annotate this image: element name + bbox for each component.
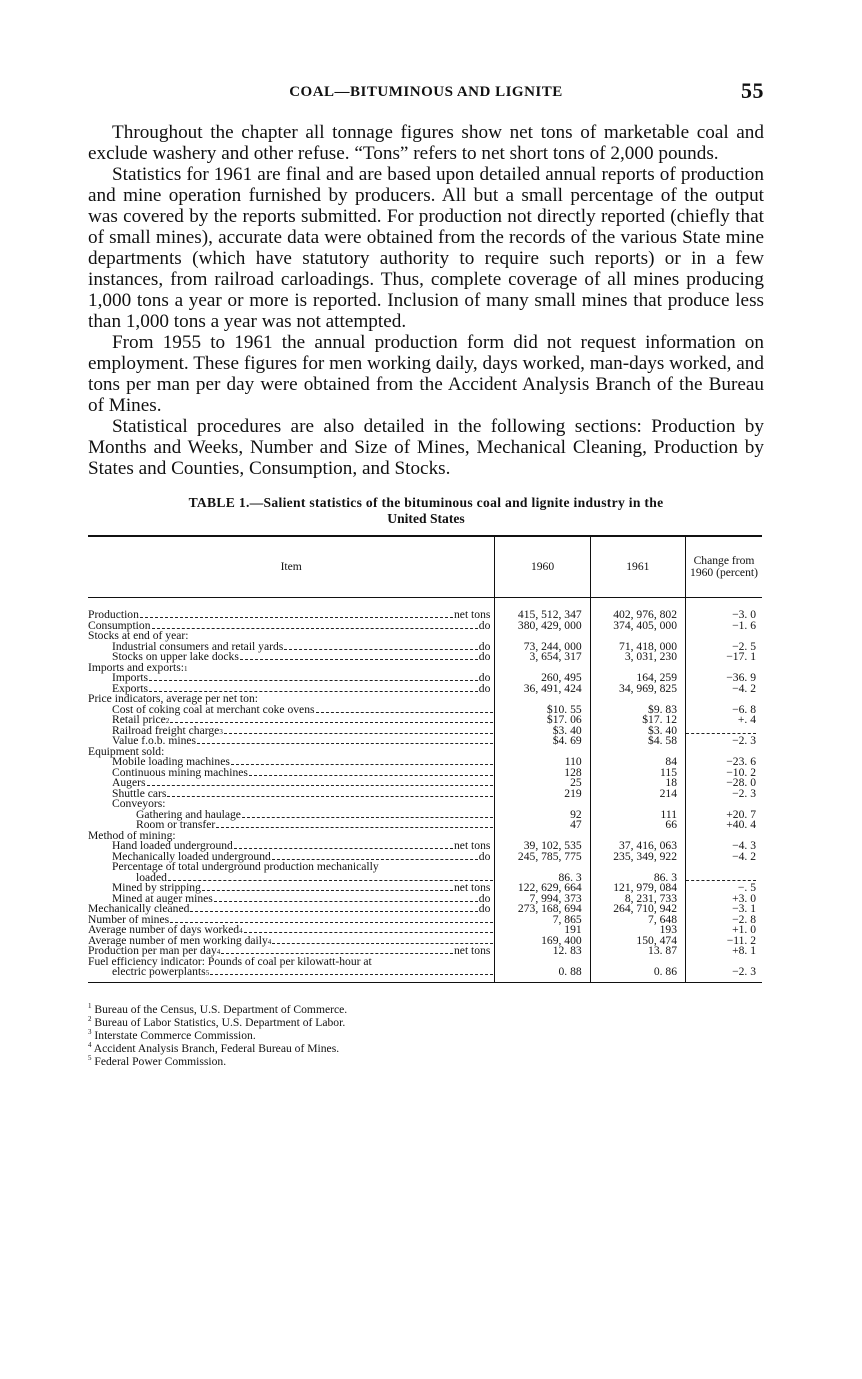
table-header-row xyxy=(88,536,762,598)
value-1960: 7, 865 xyxy=(495,915,590,926)
value-1961: 150, 474 xyxy=(590,936,685,947)
row-unit: do xyxy=(478,650,491,663)
footnote-number: 4 xyxy=(88,1040,92,1049)
footnote-text: Federal Power Commission. xyxy=(94,1054,227,1068)
value-1961: $17. 12 xyxy=(590,715,685,726)
value-1961: $3. 40 xyxy=(590,726,685,737)
row-label: Gathering and haulage xyxy=(136,807,241,821)
value-1960: 12. 83 xyxy=(495,946,590,957)
value-1960: 415, 512, 347 xyxy=(495,610,590,621)
row-item: Retail price 2 xyxy=(88,715,495,726)
header-1960: 1960 xyxy=(495,536,590,598)
row-label: Room or transfer xyxy=(136,818,216,831)
paragraph: From 1955 to 1961 the annual production form did not request information on employment. These figures for men working daily, days worked, man-days worked, and tons per man per day were obtained from the Accident Analysis Branch of the Bureau of Mines. xyxy=(88,332,764,416)
value-1960: 245, 785, 775 xyxy=(495,852,590,863)
value-1960: 86. 3 xyxy=(495,873,590,884)
value-change: −. 5 xyxy=(686,883,763,894)
value-1961: 7, 648 xyxy=(590,915,685,926)
row-label: Average number of days worked xyxy=(88,923,240,936)
row-label: Stocks at end of year: xyxy=(88,629,189,642)
row-label: Mechanically loaded underground xyxy=(112,849,271,863)
value-change: −6. 8 xyxy=(686,705,763,716)
paragraph: Statistics for 1961 are final and are based upon detailed annual reports of production and mine operation furnished by producers. All but a small percentage of the output was covered by the reports submitted. For production not directly reported (chiefly that of small mines), accurate data were obtained from the records of the various State mine departments (which have statutory authority to require such reports) or in a few instances, from railroad carloadings. Thus, complete coverage of all mines producing 1,000 tons a year or more is reported. Inclusion of many small mines that produce less than 1,000 tons a year was not attempted. xyxy=(88,164,764,332)
dot-leader xyxy=(149,680,478,681)
value-change: −36. 9 xyxy=(686,673,763,684)
paragraph: Statistical procedures are also detailed in the following sections: Production by Months and Weeks, Number and Size of Mines, Mechanical Cleaning, Production by States and Counties, Consumption, and Stocks. xyxy=(88,416,764,479)
footnote-text: Accident Analysis Branch, Federal Bureau of Mines. xyxy=(93,1041,340,1055)
row-label: Consumption xyxy=(88,618,151,632)
dot-leader xyxy=(234,848,453,849)
row-label: Mobile loading machines xyxy=(112,755,230,768)
value-1961: 8, 231, 733 xyxy=(590,894,685,905)
row-label: Percentage of total underground production mechanically xyxy=(112,860,379,873)
header-1961: 1961 xyxy=(590,536,685,598)
dot-leader xyxy=(244,932,494,933)
value-1961: $4. 58 xyxy=(590,736,685,747)
page-number: 55 xyxy=(741,78,764,103)
footnote-number: 1 xyxy=(88,1001,92,1010)
footnote-number: 5 xyxy=(88,1053,92,1062)
footnote-number: 2 xyxy=(88,1014,92,1023)
value-1960: $3. 40 xyxy=(495,726,590,737)
row-label: Industrial consumers and retail yards xyxy=(112,639,284,653)
row-item: Average number of days worked 4 xyxy=(88,925,495,936)
header-change: Change from 1960 (percent) xyxy=(686,536,763,598)
value-1961: 3, 031, 230 xyxy=(590,652,685,663)
value-1960: 47 xyxy=(495,820,590,831)
row-label: loaded xyxy=(136,870,167,884)
value-1960: 169, 400 xyxy=(495,936,590,947)
row-unit: net tons xyxy=(454,881,491,894)
value-1961: 402, 976, 802 xyxy=(590,610,685,621)
value-1960: 128 xyxy=(495,768,590,779)
table-caption-line2: United States xyxy=(387,511,465,526)
value-change: −2. 8 xyxy=(686,915,763,926)
dot-leader xyxy=(240,659,478,660)
row-item: electric powerplants 5 xyxy=(88,967,495,982)
body-text xyxy=(88,122,764,479)
value-1961: 84 xyxy=(590,757,685,768)
row-unit: do xyxy=(478,671,491,684)
footnote xyxy=(88,1003,764,1016)
dot-leader xyxy=(316,712,494,713)
row-item: Average number of men working daily 4 xyxy=(88,936,495,947)
value-change: +40. 4 xyxy=(686,820,763,831)
footnote xyxy=(88,1042,764,1055)
value-change: +1. 0 xyxy=(686,925,763,936)
value-1960: 92 xyxy=(495,810,590,821)
value-1960: 25 xyxy=(495,778,590,789)
dot-leader xyxy=(216,827,493,828)
value-change: +. 4 xyxy=(686,715,763,726)
footnote xyxy=(88,1029,764,1042)
row-item: Production per man per day 4 net tons xyxy=(88,946,495,957)
row-label: Hand loaded underground xyxy=(112,839,233,852)
row-unit: do xyxy=(478,849,491,863)
value-1961: 121, 979, 084 xyxy=(590,883,685,894)
row-label: Imports xyxy=(112,671,149,684)
table-row xyxy=(88,621,762,632)
dot-leader xyxy=(214,901,478,902)
value-change: −1. 6 xyxy=(686,621,763,632)
row-label: Cost of coking coal at merchant coke ovens xyxy=(112,702,315,716)
value-change: −3. 0 xyxy=(686,610,763,621)
value-change: −11. 2 xyxy=(686,936,763,947)
row-label: Price indicators, average per net ton: xyxy=(88,692,258,705)
table-body xyxy=(88,598,762,983)
value-change: −2. 3 xyxy=(686,736,763,747)
value-1961: 264, 710, 942 xyxy=(590,904,685,915)
row-item: Imports and exports: 1 xyxy=(88,660,188,674)
table-caption-line1: TABLE 1.—Salient statistics of the bituminous coal and lignite industry in the xyxy=(188,495,664,510)
value-1960: 122, 629, 664 xyxy=(495,883,590,894)
value-1961: 164, 259 xyxy=(590,673,685,684)
value-1961: 193 xyxy=(590,925,685,936)
table-caption xyxy=(88,495,764,527)
dot-leader xyxy=(284,649,478,650)
value-change: +8. 1 xyxy=(686,946,763,957)
row-unit: net tons xyxy=(454,944,491,957)
footnote-number: 3 xyxy=(88,1027,92,1036)
value-change: −3. 1 xyxy=(686,904,763,915)
row-item xyxy=(88,765,495,779)
dot-leader xyxy=(147,785,494,786)
value-1961: 235, 349, 922 xyxy=(590,852,685,863)
value-1961: 374, 405, 000 xyxy=(590,621,685,632)
row-unit: do xyxy=(478,639,491,653)
value-1960: 73, 244, 000 xyxy=(495,642,590,653)
value-1960: 260, 495 xyxy=(495,673,590,684)
row-item: Railroad freight charge 3 xyxy=(88,726,495,737)
value-1960: 3, 654, 317 xyxy=(495,652,590,663)
value-change xyxy=(686,862,763,873)
footnotes xyxy=(88,1003,764,1068)
row-label: Production xyxy=(88,608,139,621)
value-change: +20. 7 xyxy=(686,810,763,821)
row-unit: net tons xyxy=(454,608,491,621)
row-item xyxy=(88,673,495,684)
value-1960: $4. 69 xyxy=(495,736,590,747)
footnote-text: Interstate Commerce Commission. xyxy=(94,1028,256,1042)
row-label: Number of mines xyxy=(88,912,170,926)
table-row xyxy=(88,652,762,663)
value-1960: 39, 102, 535 xyxy=(495,841,590,852)
table-row xyxy=(88,736,762,747)
row-label: Stocks on upper lake docks xyxy=(112,650,239,663)
row-label: Shuttle cars xyxy=(112,786,167,800)
dot-leader xyxy=(197,743,493,744)
table-row xyxy=(88,789,762,800)
footnote xyxy=(88,1016,764,1029)
dot-leader xyxy=(190,911,477,912)
row-label: Imports and exports: xyxy=(88,660,184,674)
row-label: Augers xyxy=(112,776,146,789)
dot-leader xyxy=(170,722,493,723)
value-1961: 214 xyxy=(590,789,685,800)
value-1960: 0. 88 xyxy=(495,967,590,982)
paragraph: Throughout the chapter all tonnage figures show net tons of marketable coal and exclude washery and other refuse. “Tons” refers to net short tons of 2,000 pounds. xyxy=(88,122,764,164)
running-title: COAL—BITUMINOUS AND LIGNITE xyxy=(289,84,563,100)
row-label: Fuel efficiency indicator: Pounds of coal per kilowatt-hour at xyxy=(88,954,372,968)
value-1960: 110 xyxy=(495,757,590,768)
dot-leader xyxy=(202,890,453,891)
row-label: Equipment sold: xyxy=(88,744,165,758)
row-label: Average number of men working daily xyxy=(88,933,268,947)
row-label: Railroad freight charge xyxy=(112,723,220,737)
dot-leader xyxy=(168,880,493,881)
row-label: electric powerplants xyxy=(112,965,206,978)
table-row xyxy=(88,820,762,831)
row-unit: net tons xyxy=(454,839,491,852)
value-1960: $10. 55 xyxy=(495,705,590,716)
document-page xyxy=(88,80,764,1068)
dot-leader xyxy=(249,775,493,776)
value-1961: 66 xyxy=(590,820,685,831)
row-label: Retail price xyxy=(112,713,166,726)
value-change: −4. 2 xyxy=(686,852,763,863)
value-change: −4. 3 xyxy=(686,841,763,852)
row-unit: do xyxy=(478,891,491,905)
value-change: −2. 3 xyxy=(686,967,763,982)
row-label: Value f.o.b. mines xyxy=(112,734,197,747)
dot-leader xyxy=(167,796,493,797)
footnote xyxy=(88,1055,764,1068)
value-change: −10. 2 xyxy=(686,768,763,779)
dot-leader xyxy=(152,628,478,629)
value-1961: 34, 969, 825 xyxy=(590,684,685,695)
value-change: −28. 0 xyxy=(686,778,763,789)
value-1961: 0. 86 xyxy=(590,967,685,982)
row-label: Conveyors: xyxy=(112,797,166,810)
dot-leader xyxy=(231,764,494,765)
header-item: Item xyxy=(88,536,495,598)
dot-leader xyxy=(210,974,493,975)
table-row xyxy=(88,967,762,982)
value-1961: 13. 87 xyxy=(590,946,685,957)
value-1960: 219 xyxy=(495,789,590,800)
value-1961: 37, 416, 063 xyxy=(590,841,685,852)
value-1961: 111 xyxy=(590,810,685,821)
row-label: Mined by stripping xyxy=(112,881,201,894)
salient-statistics-table xyxy=(88,535,762,983)
value-1960: 191 xyxy=(495,925,590,936)
value-1961: $9. 83 xyxy=(590,705,685,716)
row-label: Continuous mining machines xyxy=(112,765,248,779)
row-unit: do xyxy=(478,681,491,695)
value-1960: 380, 429, 000 xyxy=(495,621,590,632)
value-1960: 273, 168, 694 xyxy=(495,904,590,915)
row-label: Production per man per day xyxy=(88,944,217,957)
footnote-text: Bureau of Labor Statistics, U.S. Department of Labor. xyxy=(94,1015,346,1029)
value-1961: 86. 3 xyxy=(590,873,685,884)
footnote-text: Bureau of the Census, U.S. Department of Commerce. xyxy=(94,1002,348,1016)
dot-leader xyxy=(224,733,494,734)
value-1961: 115 xyxy=(590,768,685,779)
value-change: −4. 2 xyxy=(686,684,763,695)
row-unit: do xyxy=(478,902,491,915)
table-row xyxy=(88,768,762,779)
value-change: −2. 5 xyxy=(686,642,763,653)
row-label: Mechanically cleaned xyxy=(88,902,190,915)
value-change: +3. 0 xyxy=(686,894,763,905)
value-1960: 36, 491, 424 xyxy=(495,684,590,695)
value-1960: 7, 994, 373 xyxy=(495,894,590,905)
row-unit: do xyxy=(478,618,491,632)
value-change: −2. 3 xyxy=(686,789,763,800)
row-label: Exports xyxy=(112,681,149,695)
value-change: −23. 6 xyxy=(686,757,763,768)
dot-leader xyxy=(221,953,453,954)
running-head xyxy=(88,80,764,108)
value-1961: 71, 418, 000 xyxy=(590,642,685,653)
value-change: −17. 1 xyxy=(686,652,763,663)
value-1961: 18 xyxy=(590,778,685,789)
dot-leader xyxy=(242,817,493,818)
value-1960: $17. 06 xyxy=(495,715,590,726)
row-label: Mined at auger mines xyxy=(112,891,213,905)
dot-leader xyxy=(140,617,453,618)
row-label: Method of mining: xyxy=(88,828,176,842)
